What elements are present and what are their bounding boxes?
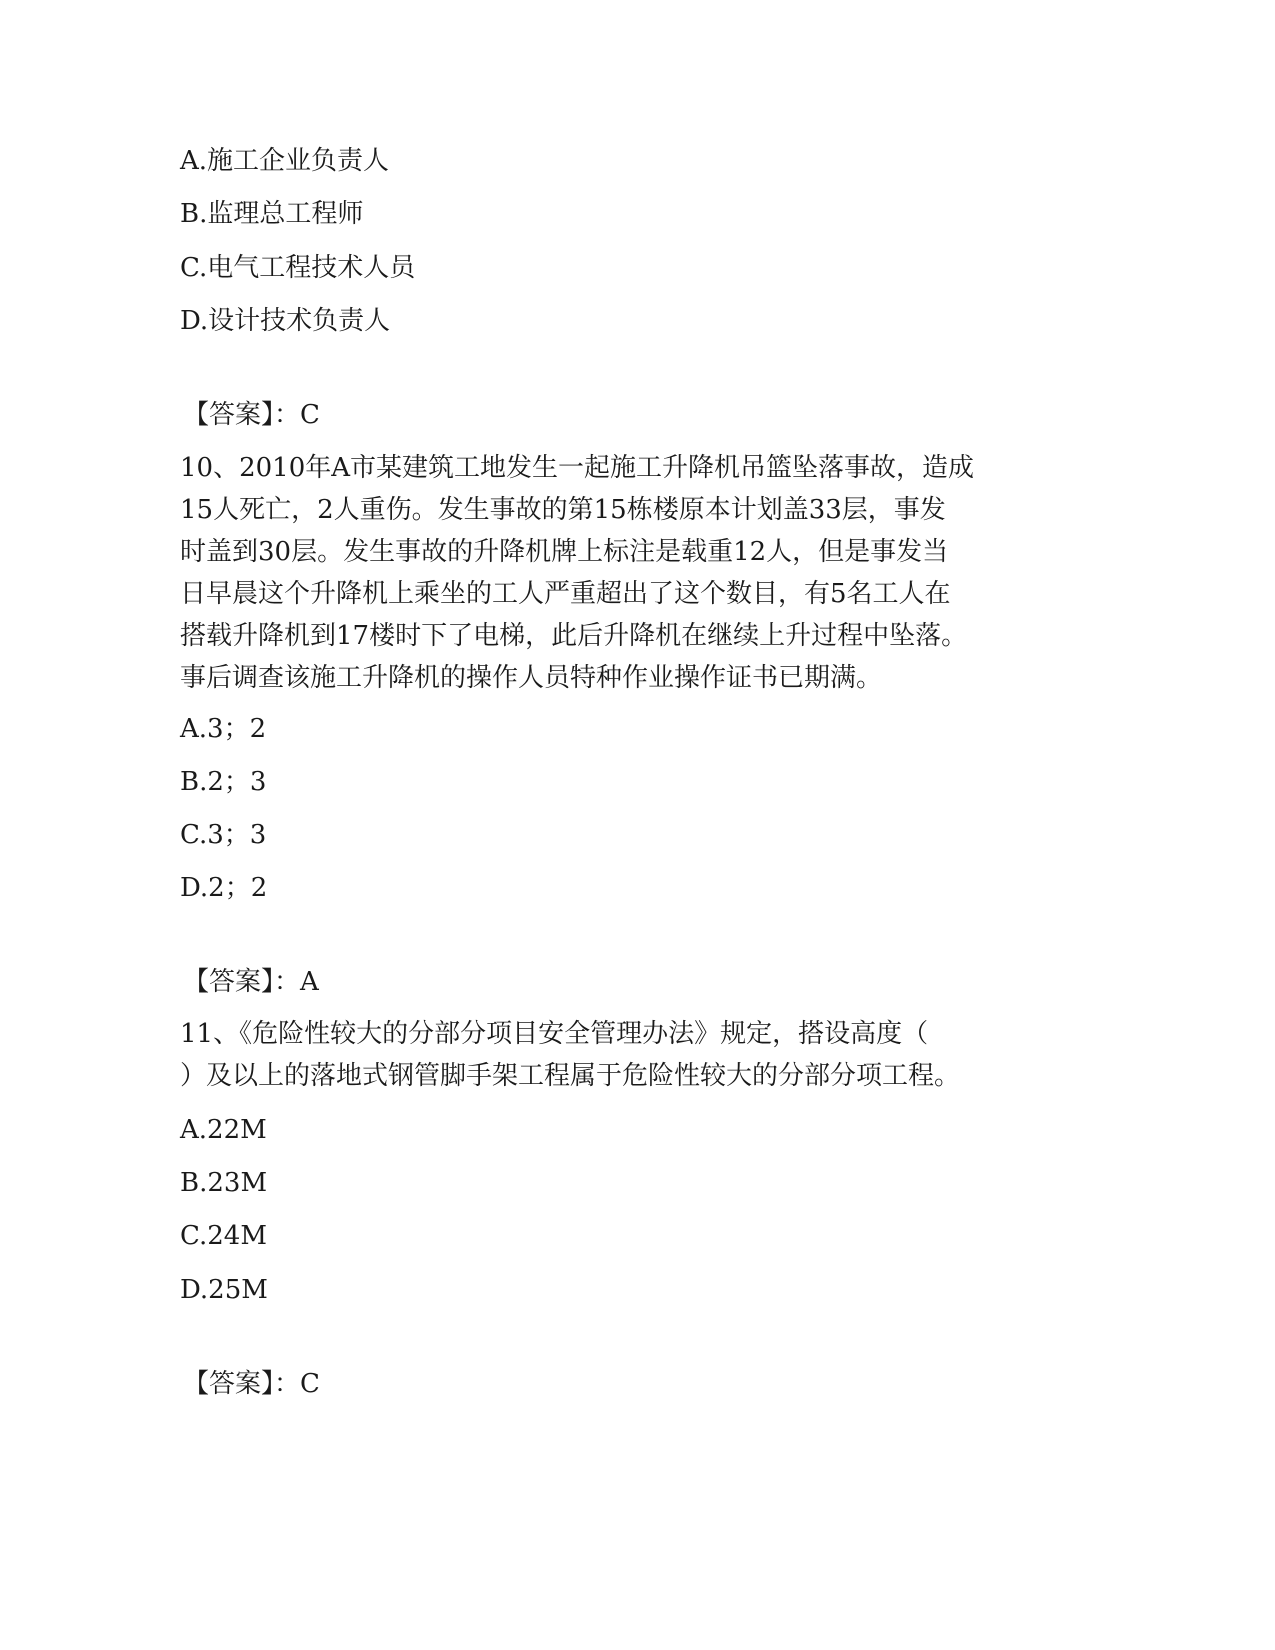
q11-option-d: D.25M xyxy=(180,1275,268,1305)
q10-answer: 【答案】：A xyxy=(183,967,319,997)
q11-stem xyxy=(180,1013,1040,1097)
q10-option-d: D.2；2 xyxy=(180,873,268,903)
q9-option-a: A.施工企业负责人 xyxy=(180,146,390,176)
q11-option-a: A.22M xyxy=(180,1115,267,1145)
q10-stem-line: 时盖到30层。发生事故的升降机牌上标注是载重12人，但是事发当 xyxy=(180,537,949,567)
q10-stem-line: 15人死亡，2人重伤。发生事故的第15栋楼原本计划盖33层，事发 xyxy=(180,495,946,525)
q11-option-c: C.24M xyxy=(180,1221,267,1251)
q10-stem-line: 日早晨这个升降机上乘坐的工人严重超出了这个数目，有5名工人在 xyxy=(180,579,951,609)
q10-stem xyxy=(180,447,1040,699)
q10-option-b: B.2；3 xyxy=(180,767,267,797)
q11-stem-line: ）及以上的落地式钢管脚手架工程属于危险性较大的分部分项工程。 xyxy=(180,1061,961,1091)
q10-stem-line: 事后调查该施工升降机的操作人员特种作业操作证书已期满。 xyxy=(180,663,883,693)
q11-answer: 【答案】：C xyxy=(183,1369,320,1399)
q11-stem-line: 11、《危险性较大的分部分项目安全管理办法》规定，搭设高度（ xyxy=(180,1019,929,1049)
q11-option-b: B.23M xyxy=(180,1168,268,1198)
q9-answer: 【答案】：C xyxy=(183,400,320,430)
q10-option-c: C.3；3 xyxy=(180,820,267,850)
q9-option-b: B.监理总工程师 xyxy=(180,199,364,229)
q10-stem-line: 10、2010年A市某建筑工地发生一起施工升降机吊篮坠落事故，造成 xyxy=(180,453,975,483)
q9-option-d: D.设计技术负责人 xyxy=(180,306,391,336)
q9-option-c: C.电气工程技术人员 xyxy=(180,253,416,283)
q10-option-a: A.3；2 xyxy=(180,714,267,744)
q10-stem-line: 搭载升降机到17楼时下了电梯，此后升降机在继续上升过程中坠落。 xyxy=(180,621,968,651)
